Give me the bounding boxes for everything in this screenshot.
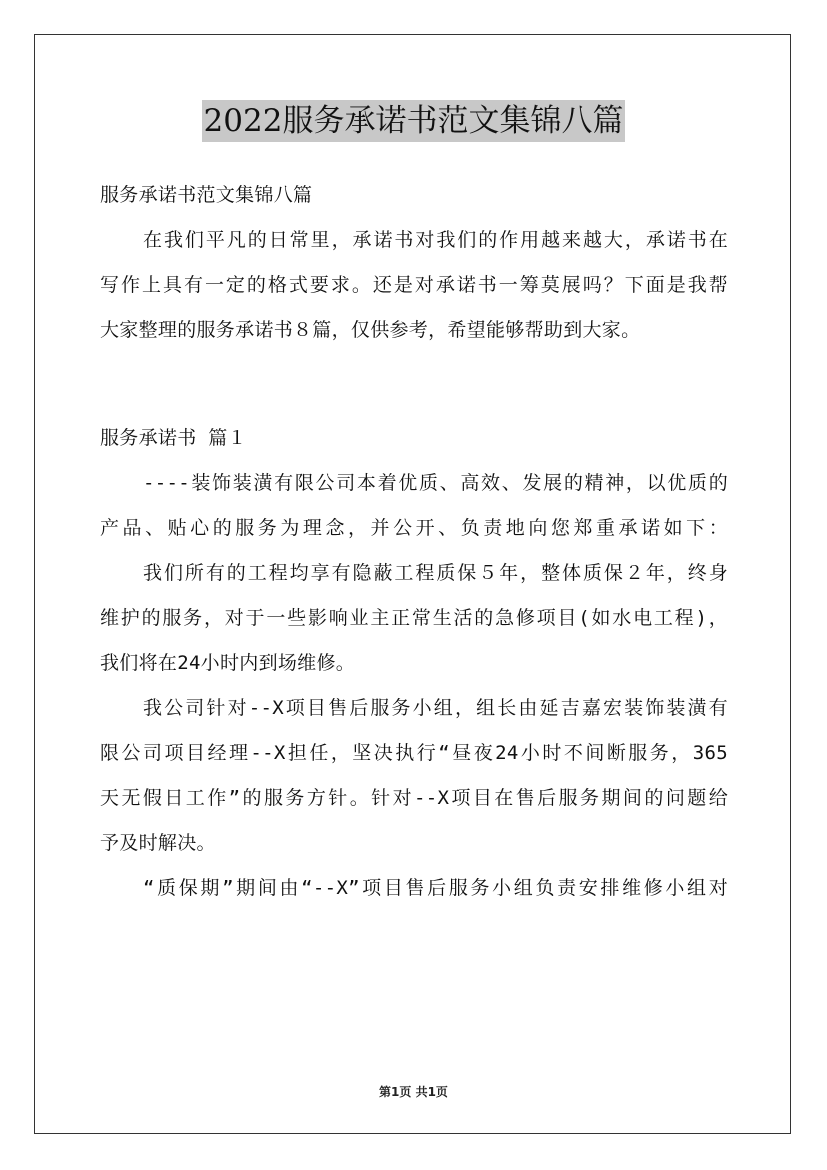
document-subtitle: 服务承诺书范文集锦八篇 xyxy=(100,184,313,206)
intro-line: 大家整理的服务承诺书８篇，仅供参考，希望能够帮助到大家。 xyxy=(100,319,641,341)
title-container xyxy=(0,100,827,142)
paragraph-line: 我公司针对--X项目售后服务小组，组长由延吉嘉宏装饰装潢有 xyxy=(143,697,728,719)
document-title: 2022服务承诺书范文集锦八篇 xyxy=(202,100,626,142)
paragraph-line: 我们将在24小时内到场维修。 xyxy=(100,652,356,674)
spacer xyxy=(100,353,728,416)
page-footer: 第1页 共1页 xyxy=(379,1085,448,1099)
intro-line: 在我们平凡的日常里，承诺书对我们的作用越来越大，承诺书在 xyxy=(143,229,728,251)
intro-line: 写作上具有一定的格式要求。还是对承诺书一筹莫展吗？下面是我帮 xyxy=(100,274,728,296)
paragraph-line: 予及时解决。 xyxy=(100,832,216,854)
section-heading: 服务承诺书 篇１ xyxy=(100,427,247,449)
paragraph-line: 天无假日工作”的服务方针。针对--X项目在售后服务期间的问题给 xyxy=(100,787,728,809)
paragraph-line: 我们所有的工程均享有隐蔽工程质保５年，整体质保２年，终身 xyxy=(143,562,728,584)
paragraph-line: “质保期”期间由“--X”项目售后服务小组负责安排维修小组对 xyxy=(143,877,728,899)
paragraph-line: 产品、贴心的服务为理念，并公开、负责地向您郑重承诺如下： xyxy=(100,517,728,539)
paragraph-line: 维护的服务，对于一些影响业主正常生活的急修项目(如水电工程)， xyxy=(100,607,728,629)
paragraph-line: 限公司项目经理--X担任，坚决执行“昼夜24小时不间断服务，365 xyxy=(100,742,728,764)
paragraph-line: ----装饰装潢有限公司本着优质、高效、发展的精神，以优质的 xyxy=(143,472,728,494)
document-body xyxy=(100,173,728,911)
